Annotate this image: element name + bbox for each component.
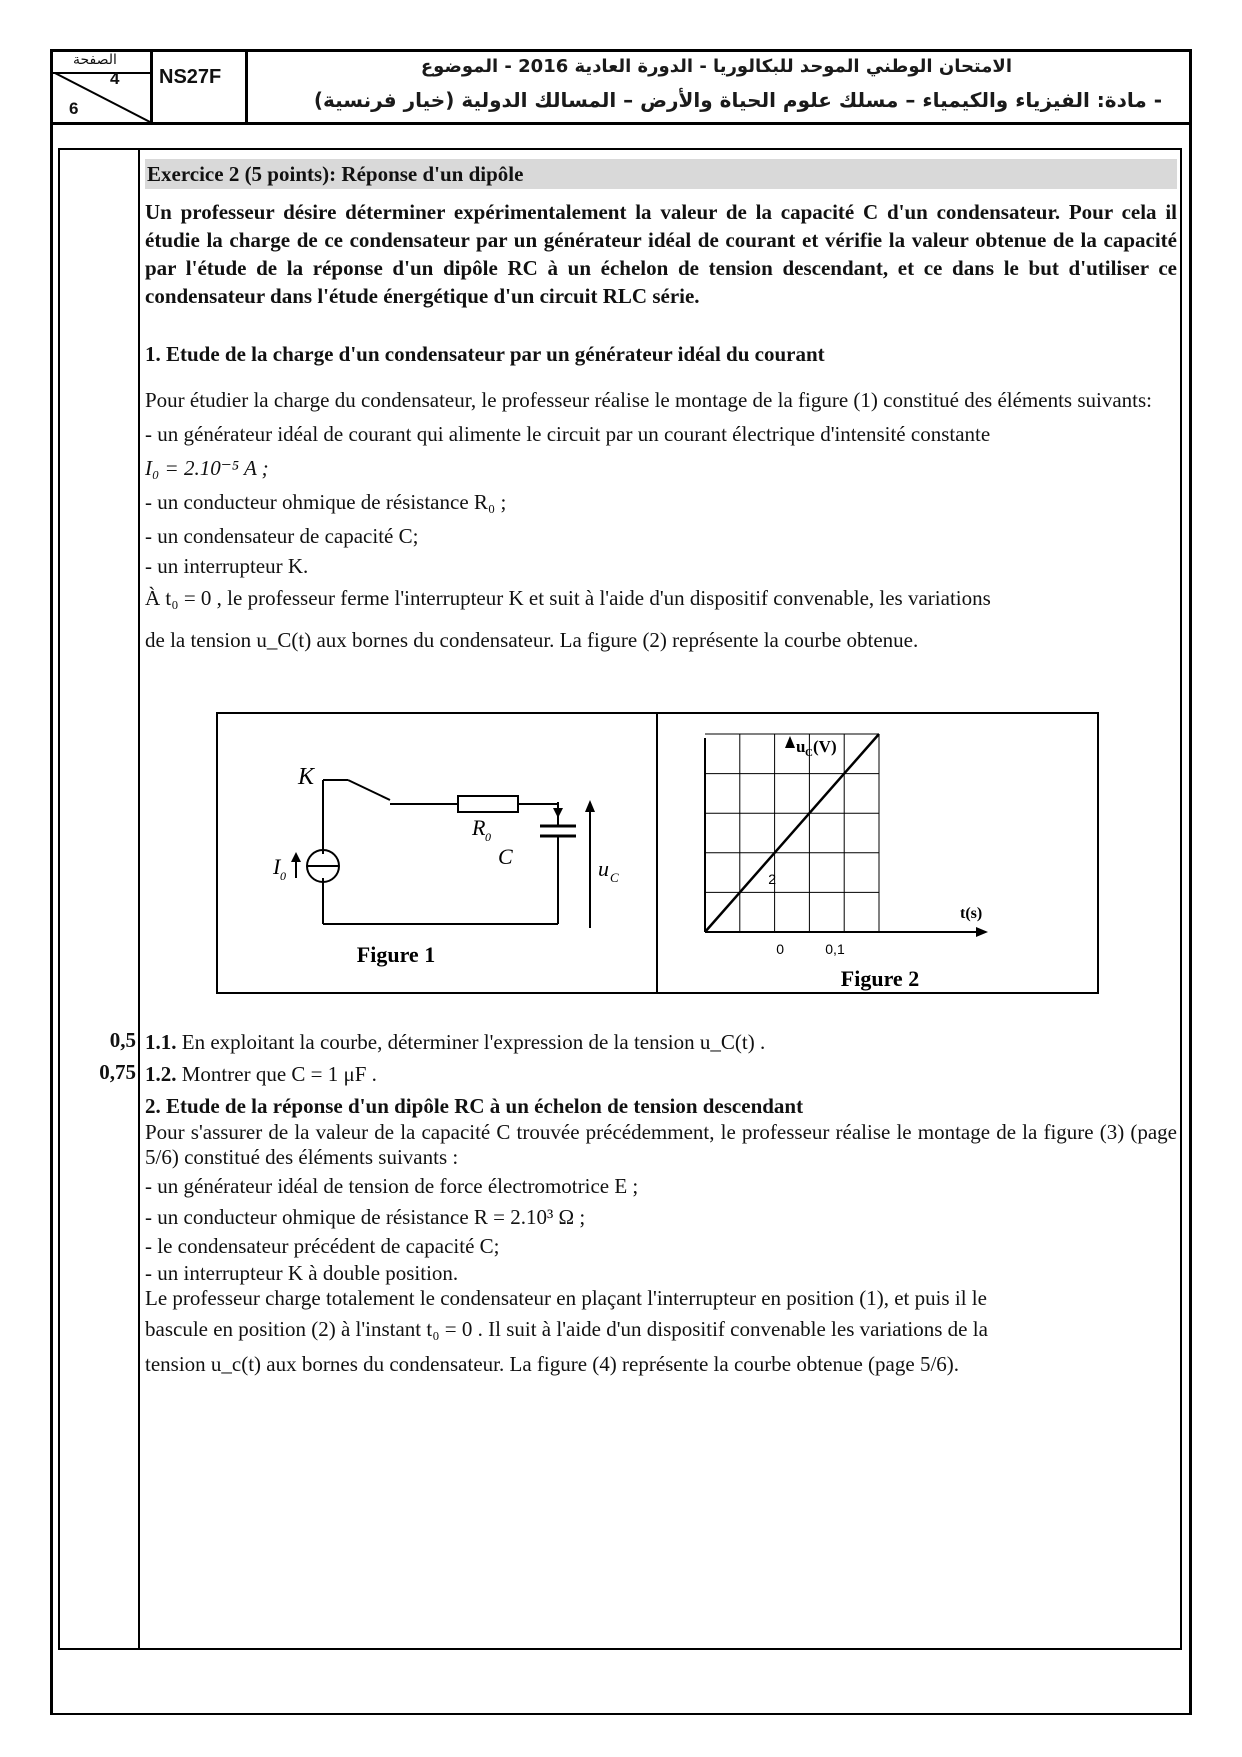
part1-p2: - un générateur idéal de courant qui alimente le circuit par un courant électrique d'intensité constante: [145, 422, 991, 446]
exam-title-line1: الامتحان الوطني الموحد للبكالوريا - الدورة العادية 2016 - الموضوع: [420, 56, 1012, 77]
y-axis-sub: C: [805, 747, 813, 759]
exam-title-line2: - مادة: الفيزياء والكيمياء – مسلك علوم الحياة والأرض – المسالك الدولية (خيار فرنسية): [313, 88, 1162, 112]
q11-points: 0,5: [109, 1028, 136, 1052]
q11-number: 1.1.: [145, 1030, 177, 1054]
figure1-circuit: [218, 714, 654, 992]
resistor-r0: [458, 796, 518, 812]
part1-p1: Pour étudier la charge du condensateur, le professeur réalise le montage de la figure (1) constitué des éléments suivants:: [145, 388, 1153, 412]
part1-heading: 1. Etude de la charge d'un condensateur par un générateur idéal du courant: [145, 342, 825, 366]
figure1-caption: Figure 1: [356, 942, 436, 967]
fig1-sub-uc: C: [610, 870, 619, 885]
part1-p6: À t₀ = 0 , le professeur ferme l'interrupteur K et suit à l'aide d'un dispositif convenable, les variations: [145, 586, 991, 610]
part2-p1: Pour s'assurer de la valeur de la capacité C trouvée précédemment, le professeur réalise le montage de la figure (3) (page 5/6) constitué des éléments suivants :: [145, 1120, 1177, 1169]
part2-p3: - un conducteur ohmique de résistance R = 2.10³ Ω ;: [145, 1205, 586, 1229]
y-tick-label: 2: [768, 871, 776, 887]
exam-titles: [251, 52, 1187, 122]
page-label: الصفحة: [73, 52, 117, 68]
q11-text: En exploitant la courbe, déterminer l'expression de la tension u_C(t) .: [181, 1030, 766, 1054]
q11: [145, 1028, 1177, 1056]
page-number-box: [53, 52, 153, 122]
part1-p2-formula: I₀ = 2.10⁻⁵ A ;: [145, 456, 269, 480]
fig1-label-uc: u: [598, 856, 609, 881]
exam-code: NS27F: [153, 52, 248, 122]
fig1-label-c: C: [498, 844, 513, 869]
q12-points: 0,75: [99, 1060, 136, 1084]
fig1-sub-i0: 0: [280, 869, 286, 883]
q12-number: 1.2.: [145, 1062, 177, 1086]
figure2-chart: [658, 714, 1096, 992]
points-column-divider: [138, 148, 140, 1650]
part2-p2: - un générateur idéal de tension de force électromotrice E ;: [145, 1174, 639, 1198]
part2-p6: Le professeur charge totalement le condensateur en plaçant l'interrupteur en position (1), et puis il le: [145, 1286, 987, 1310]
x-axis-label: t(s): [960, 905, 983, 922]
origin-label: 0: [776, 941, 784, 957]
fig1-label-i0: I: [273, 854, 281, 879]
figure2-caption: Figure 2: [840, 966, 920, 991]
exercise-intro: Un professeur désire déterminer expérimentalement la valeur de la capacité C d'un condensateur. Pour cela il étudie la charge de ce condensateur par un générateur idéal de courant et vérifie la valeur obtenue de la capacité par l'étude de la réponse d'un dipôle RC à un échelon de tension descendant, et ce dans le but d'utiliser ce condensateur dans l'étude énergétique d'un circuit RLC série.: [145, 200, 1177, 308]
y-axis-unit: (V): [813, 737, 837, 756]
part1-p3: - un conducteur ohmique de résistance R₀ ;: [145, 490, 507, 514]
page-number: 4: [110, 69, 120, 88]
x-axis-arrow: [976, 927, 988, 937]
fig1-label-r0: R: [472, 815, 486, 840]
part2-body: [145, 1120, 1177, 1377]
part1-p4: - un condensateur de capacité C;: [145, 524, 419, 548]
q12-text: Montrer que C = 1 μF .: [181, 1062, 377, 1086]
part1-p7: de la tension u_C(t) aux bornes du condensateur. La figure (2) représente la courbe obtenue.: [145, 628, 919, 652]
part2-p7: bascule en position (2) à l'instant t₀ = 0 . Il suit à l'aide d'un dispositif convenable les variations de la: [145, 1317, 988, 1341]
exercise-title: Exercice 2 (5 points): Réponse d'un dipôle: [145, 159, 1177, 189]
uc-series-line: [705, 734, 879, 932]
exam-header: [50, 49, 1192, 125]
x-tick-label: 0,1: [825, 941, 845, 957]
y-axis-arrow: [785, 736, 795, 748]
diagonal-divider: [53, 72, 150, 122]
part2-p5: - un interrupteur K à double position.: [145, 1261, 459, 1285]
y-axis-label: u: [796, 737, 806, 756]
fig1-label-k: K: [298, 764, 315, 790]
part2-p4: - le condensateur précédent de capacité C;: [145, 1234, 500, 1258]
part1-body-a: [145, 388, 1177, 652]
fig1-sub-r0: 0: [485, 830, 491, 844]
part1-p5: - un interrupteur K.: [145, 554, 309, 578]
part2-heading: 2. Etude de la réponse d'un dipôle RC à un échelon de tension descendant: [145, 1094, 804, 1118]
page-total: 6: [69, 99, 79, 118]
part2-p8: tension u_c(t) aux bornes du condensateur. La figure (4) représente la courbe obtenue (page 5/6).: [145, 1352, 960, 1376]
q12: [145, 1060, 1177, 1088]
